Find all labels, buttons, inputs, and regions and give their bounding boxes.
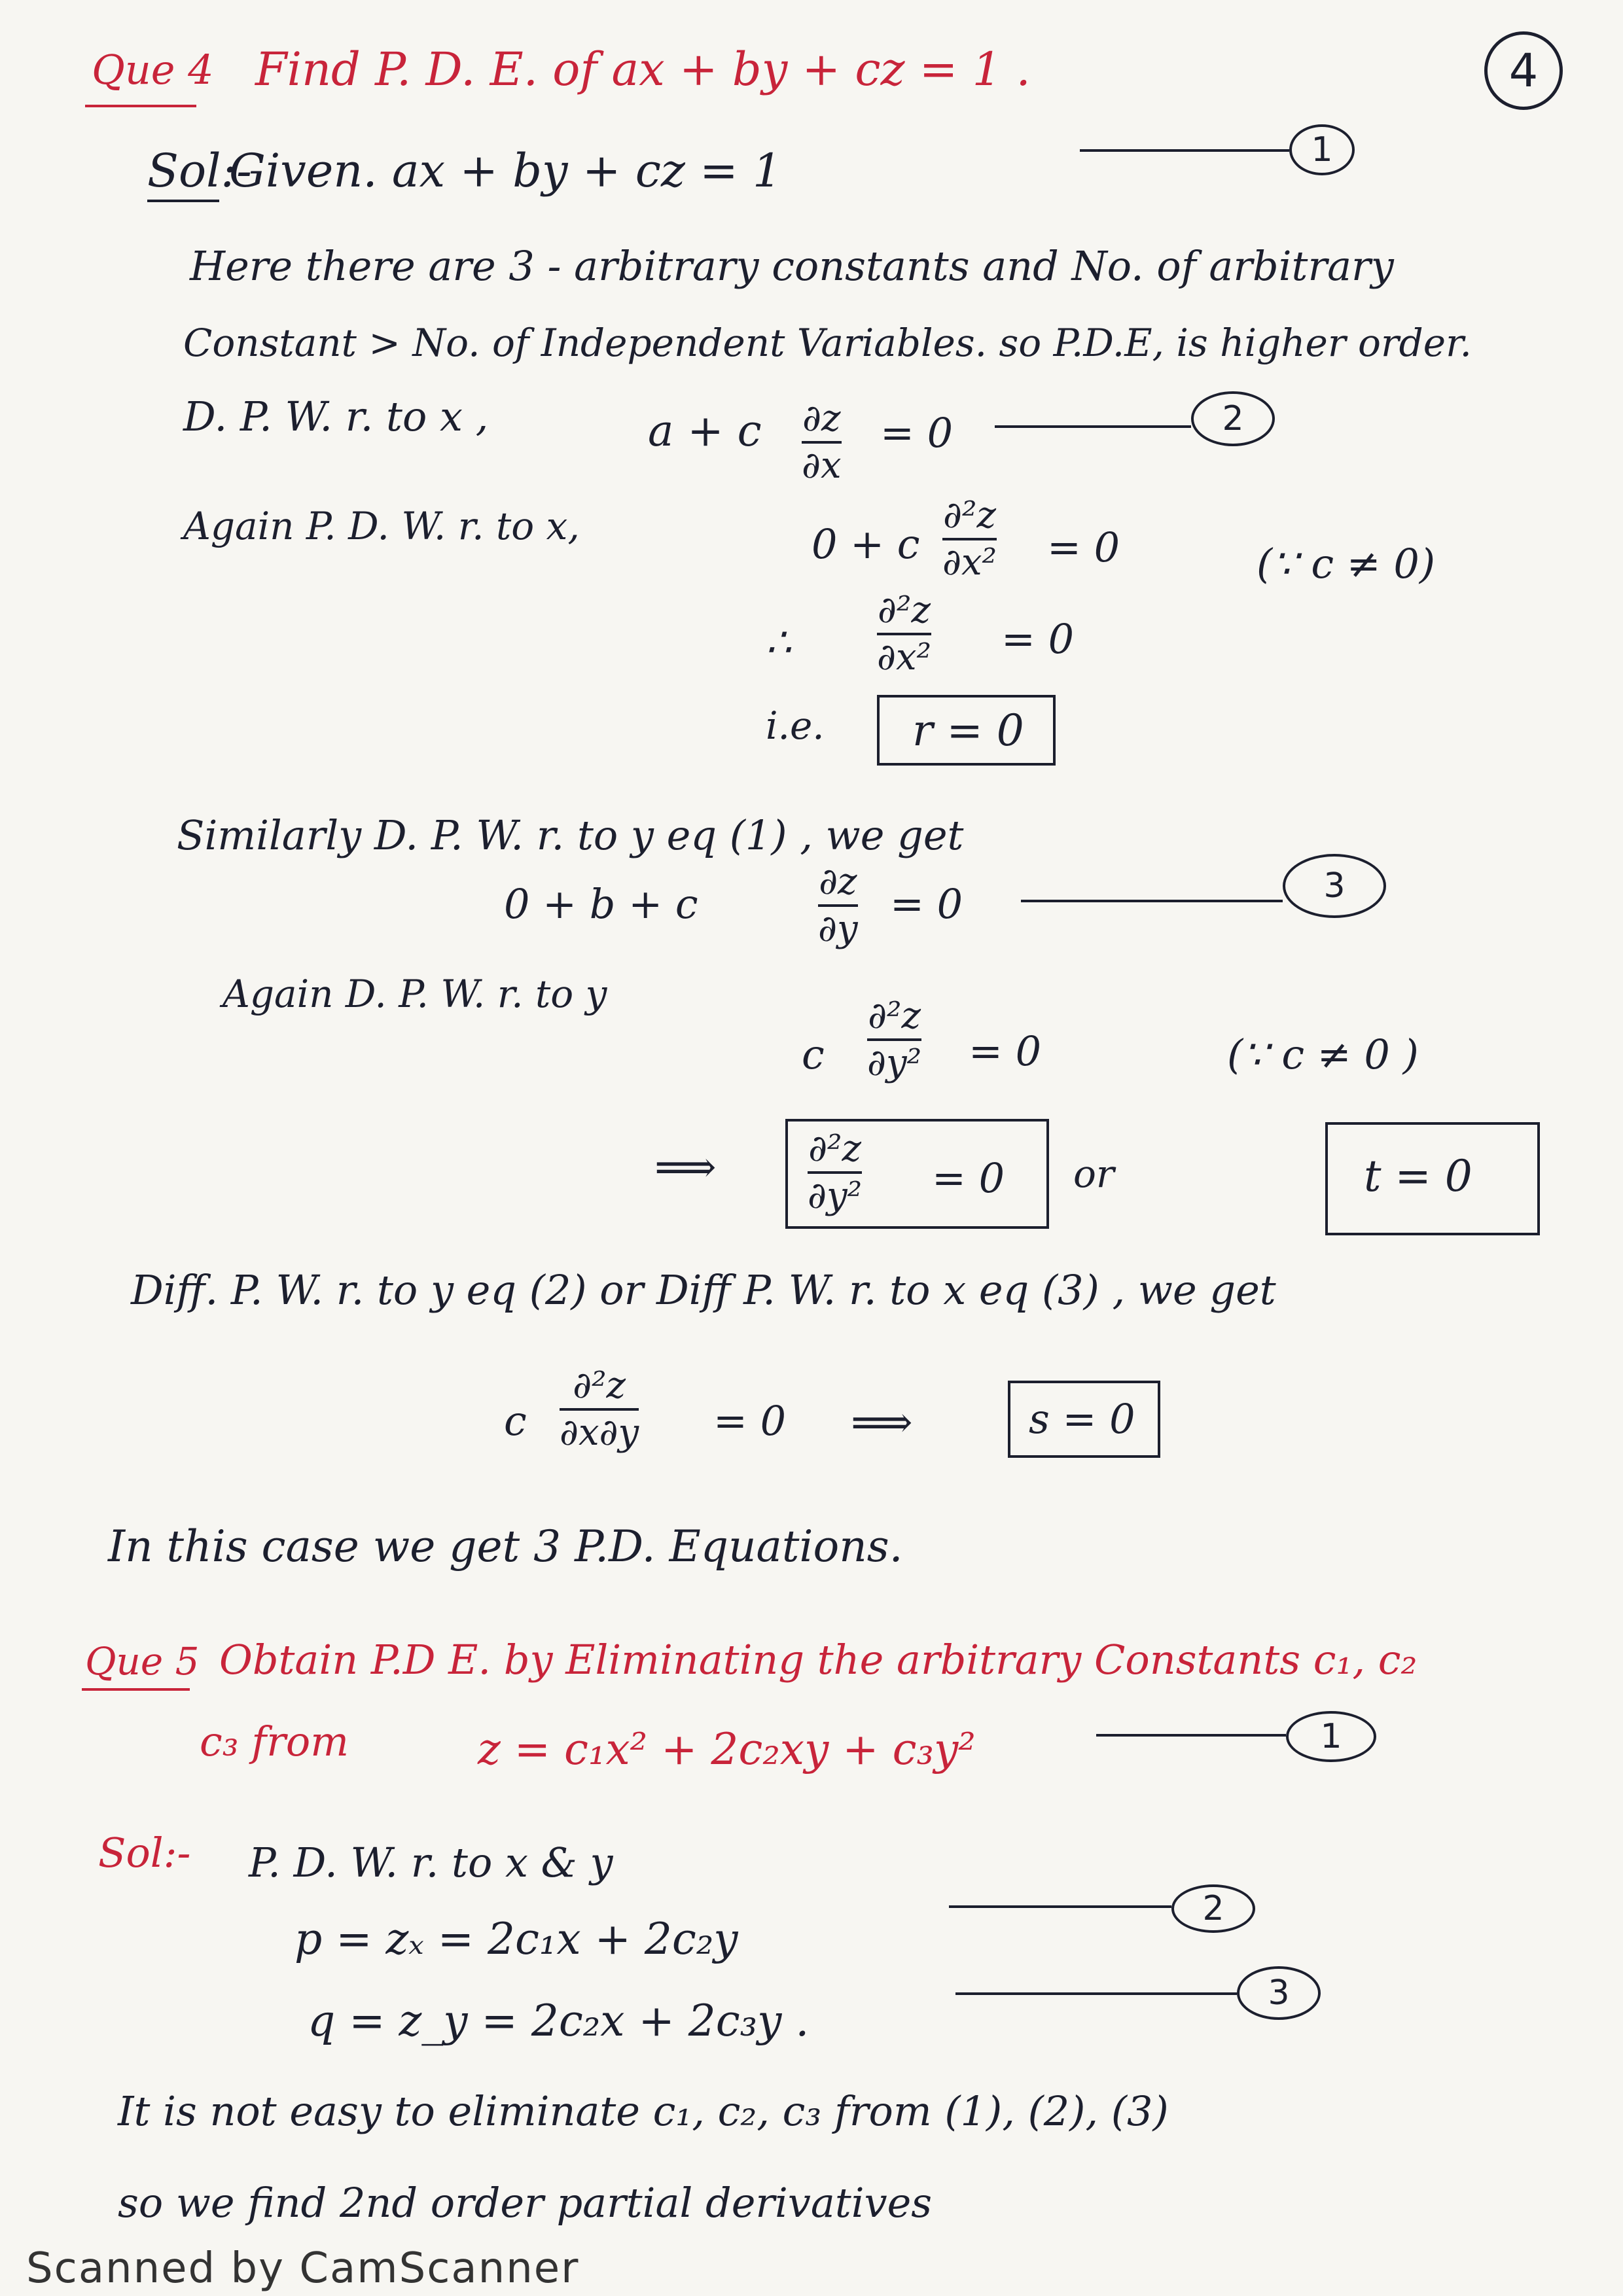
ie-label: i.e. bbox=[766, 703, 825, 748]
eq1-tag: 1 bbox=[1289, 124, 1355, 175]
eq2-num: ∂z bbox=[802, 397, 841, 440]
d2z-bar bbox=[942, 538, 997, 540]
d2z-dy2-fraction bbox=[867, 995, 922, 1084]
eq2-den: ∂x bbox=[802, 444, 842, 487]
q5-q-eq: q = z_y = 2c₂x + 2c₃y . bbox=[308, 1996, 810, 2046]
again-y-rhs: = 0 bbox=[969, 1027, 1042, 1075]
t-result-box bbox=[1325, 1122, 1540, 1235]
q4-given: Given. ax + by + cz = 1 bbox=[229, 144, 782, 198]
q5-label: Que 5 bbox=[85, 1639, 200, 1684]
q4-line1: Here there are 3 - arbitrary constants and No. of arbitrary bbox=[190, 242, 1394, 290]
q4-label-underline bbox=[85, 105, 196, 107]
r-result: r = 0 bbox=[912, 705, 1024, 756]
t-result: t = 0 bbox=[1364, 1151, 1472, 1201]
q5-title2: c₃ from bbox=[200, 1718, 349, 1765]
q5-p-eq: p = zₓ = 2c₁x + 2c₂y bbox=[294, 1914, 738, 1964]
q5-eq3-tag: 3 bbox=[1237, 1966, 1321, 2020]
q5-eq3-rule bbox=[955, 1992, 1237, 1995]
eq3-lhs: 0 + b + c bbox=[504, 880, 698, 928]
d2z-num: ∂²z bbox=[943, 494, 996, 537]
q4-sol-label: Sol:- bbox=[147, 144, 252, 198]
dpw-x: D. P. W. r. to x , bbox=[183, 393, 489, 440]
mixed-den: ∂x∂y bbox=[560, 1411, 639, 1454]
q5-eq1-rule bbox=[1096, 1734, 1286, 1737]
t-partial-box bbox=[785, 1119, 1049, 1229]
q5-equation: z = c₁x² + 2c₂xy + c₃y² bbox=[478, 1724, 976, 1775]
mixed-num: ∂²z bbox=[573, 1364, 626, 1407]
d2z-bar-2 bbox=[877, 633, 931, 635]
or-word: or bbox=[1073, 1152, 1115, 1196]
q5-title: Obtain P.D E. by Eliminating the arbitrary Constants c₁, c₂ bbox=[219, 1636, 1418, 1684]
eq3-rhs: = 0 bbox=[890, 880, 963, 928]
q5-eq1-tag: 1 bbox=[1286, 1711, 1376, 1762]
c-ne-0: (∵ c ≠ 0) bbox=[1257, 540, 1436, 588]
again-y-lhs: c bbox=[802, 1031, 825, 1078]
q5-line1: It is not easy to eliminate c₁, c₂, c₃ from (1), (2), (3) bbox=[118, 2087, 1169, 2135]
d2z-dx2-fraction bbox=[942, 494, 997, 584]
eq3-rule bbox=[1021, 900, 1283, 902]
dy2-den: ∂y² bbox=[867, 1042, 922, 1084]
q5-line2: so we find 2nd order partial derivatives bbox=[118, 2179, 933, 2227]
eq2-rule bbox=[995, 425, 1191, 428]
scanner-watermark: Scanned by CamScanner bbox=[26, 2244, 580, 2293]
q4-label: Que 4 bbox=[92, 46, 214, 94]
eq3-bar bbox=[818, 904, 858, 907]
diff-line: Diff. P. W. r. to y eq (2) or Diff P. W. r. to x eq (3) , we get bbox=[131, 1266, 1276, 1314]
q4-line2: Constant > No. of Independent Variables. so P.D.E, is higher order. bbox=[183, 321, 1472, 365]
q4-conclusion: In this case we get 3 P.D. Equations. bbox=[108, 1521, 903, 1572]
eq3-num: ∂z bbox=[819, 860, 857, 903]
r-result-box bbox=[877, 695, 1056, 766]
implies-arrow-2: ⟹ bbox=[851, 1397, 913, 1447]
t-partial-rhs: = 0 bbox=[932, 1154, 1005, 1202]
q5-pdw: P. D. W. r. to x & y bbox=[249, 1839, 613, 1886]
mixed-rhs: = 0 bbox=[713, 1397, 787, 1445]
d2z-dy2-fraction-2 bbox=[808, 1127, 863, 1217]
eq2-bar bbox=[802, 441, 842, 444]
therefore-symbol: ∴ bbox=[766, 618, 792, 666]
again-x: Again P. D. W. r. to x, bbox=[183, 504, 580, 548]
dx2-den-2: ∂x² bbox=[877, 636, 931, 679]
again-y: Again D. P. W. r. to y bbox=[223, 972, 607, 1016]
q5-eq2-rule bbox=[949, 1905, 1171, 1908]
eq2-fraction bbox=[802, 397, 842, 487]
eq2-tag: 2 bbox=[1191, 391, 1275, 446]
q4-title: Find P. D. E. of ax + by + cz = 1 . bbox=[255, 43, 1031, 96]
eq1-rule bbox=[1080, 149, 1289, 152]
d2z-num-2: ∂²z bbox=[878, 589, 931, 631]
eq3-fraction bbox=[818, 860, 858, 950]
mixed-lhs: c bbox=[504, 1397, 527, 1445]
q5-sol-label: Sol:- bbox=[98, 1829, 191, 1877]
c-ne-0-b: (∵ c ≠ 0 ) bbox=[1227, 1031, 1419, 1078]
dx2-den: ∂x² bbox=[942, 541, 997, 584]
s-result-box bbox=[1008, 1381, 1160, 1458]
dy2-den-2: ∂y² bbox=[808, 1174, 863, 1217]
page-number: 4 bbox=[1484, 31, 1563, 110]
eq3-tag: 3 bbox=[1283, 854, 1386, 918]
therefore-rhs: = 0 bbox=[1001, 615, 1075, 663]
eq2-lhs: a + c bbox=[648, 406, 762, 456]
q5-label-underline bbox=[82, 1688, 190, 1691]
eq2-rhs: = 0 bbox=[880, 409, 954, 457]
d2z-bar-4 bbox=[808, 1171, 862, 1174]
again-x-lhs: 0 + c bbox=[812, 520, 920, 568]
s-result: s = 0 bbox=[1029, 1395, 1135, 1443]
sol-underline bbox=[147, 200, 219, 202]
similarly-line: Similarly D. P. W. r. to y eq (1) , we get bbox=[177, 811, 964, 859]
again-x-rhs: = 0 bbox=[1047, 523, 1120, 571]
mixed-fraction bbox=[560, 1364, 639, 1454]
q5-eq2-tag: 2 bbox=[1171, 1884, 1255, 1933]
d2z-bar-3 bbox=[867, 1038, 921, 1041]
implies-arrow: ⟹ bbox=[654, 1142, 717, 1192]
mixed-bar bbox=[560, 1408, 639, 1411]
d2z-num-3: ∂²z bbox=[868, 995, 921, 1037]
d2z-num-4: ∂²z bbox=[808, 1127, 861, 1170]
eq3-den: ∂y bbox=[818, 908, 858, 950]
d2z-dx2-fraction-2 bbox=[877, 589, 931, 679]
